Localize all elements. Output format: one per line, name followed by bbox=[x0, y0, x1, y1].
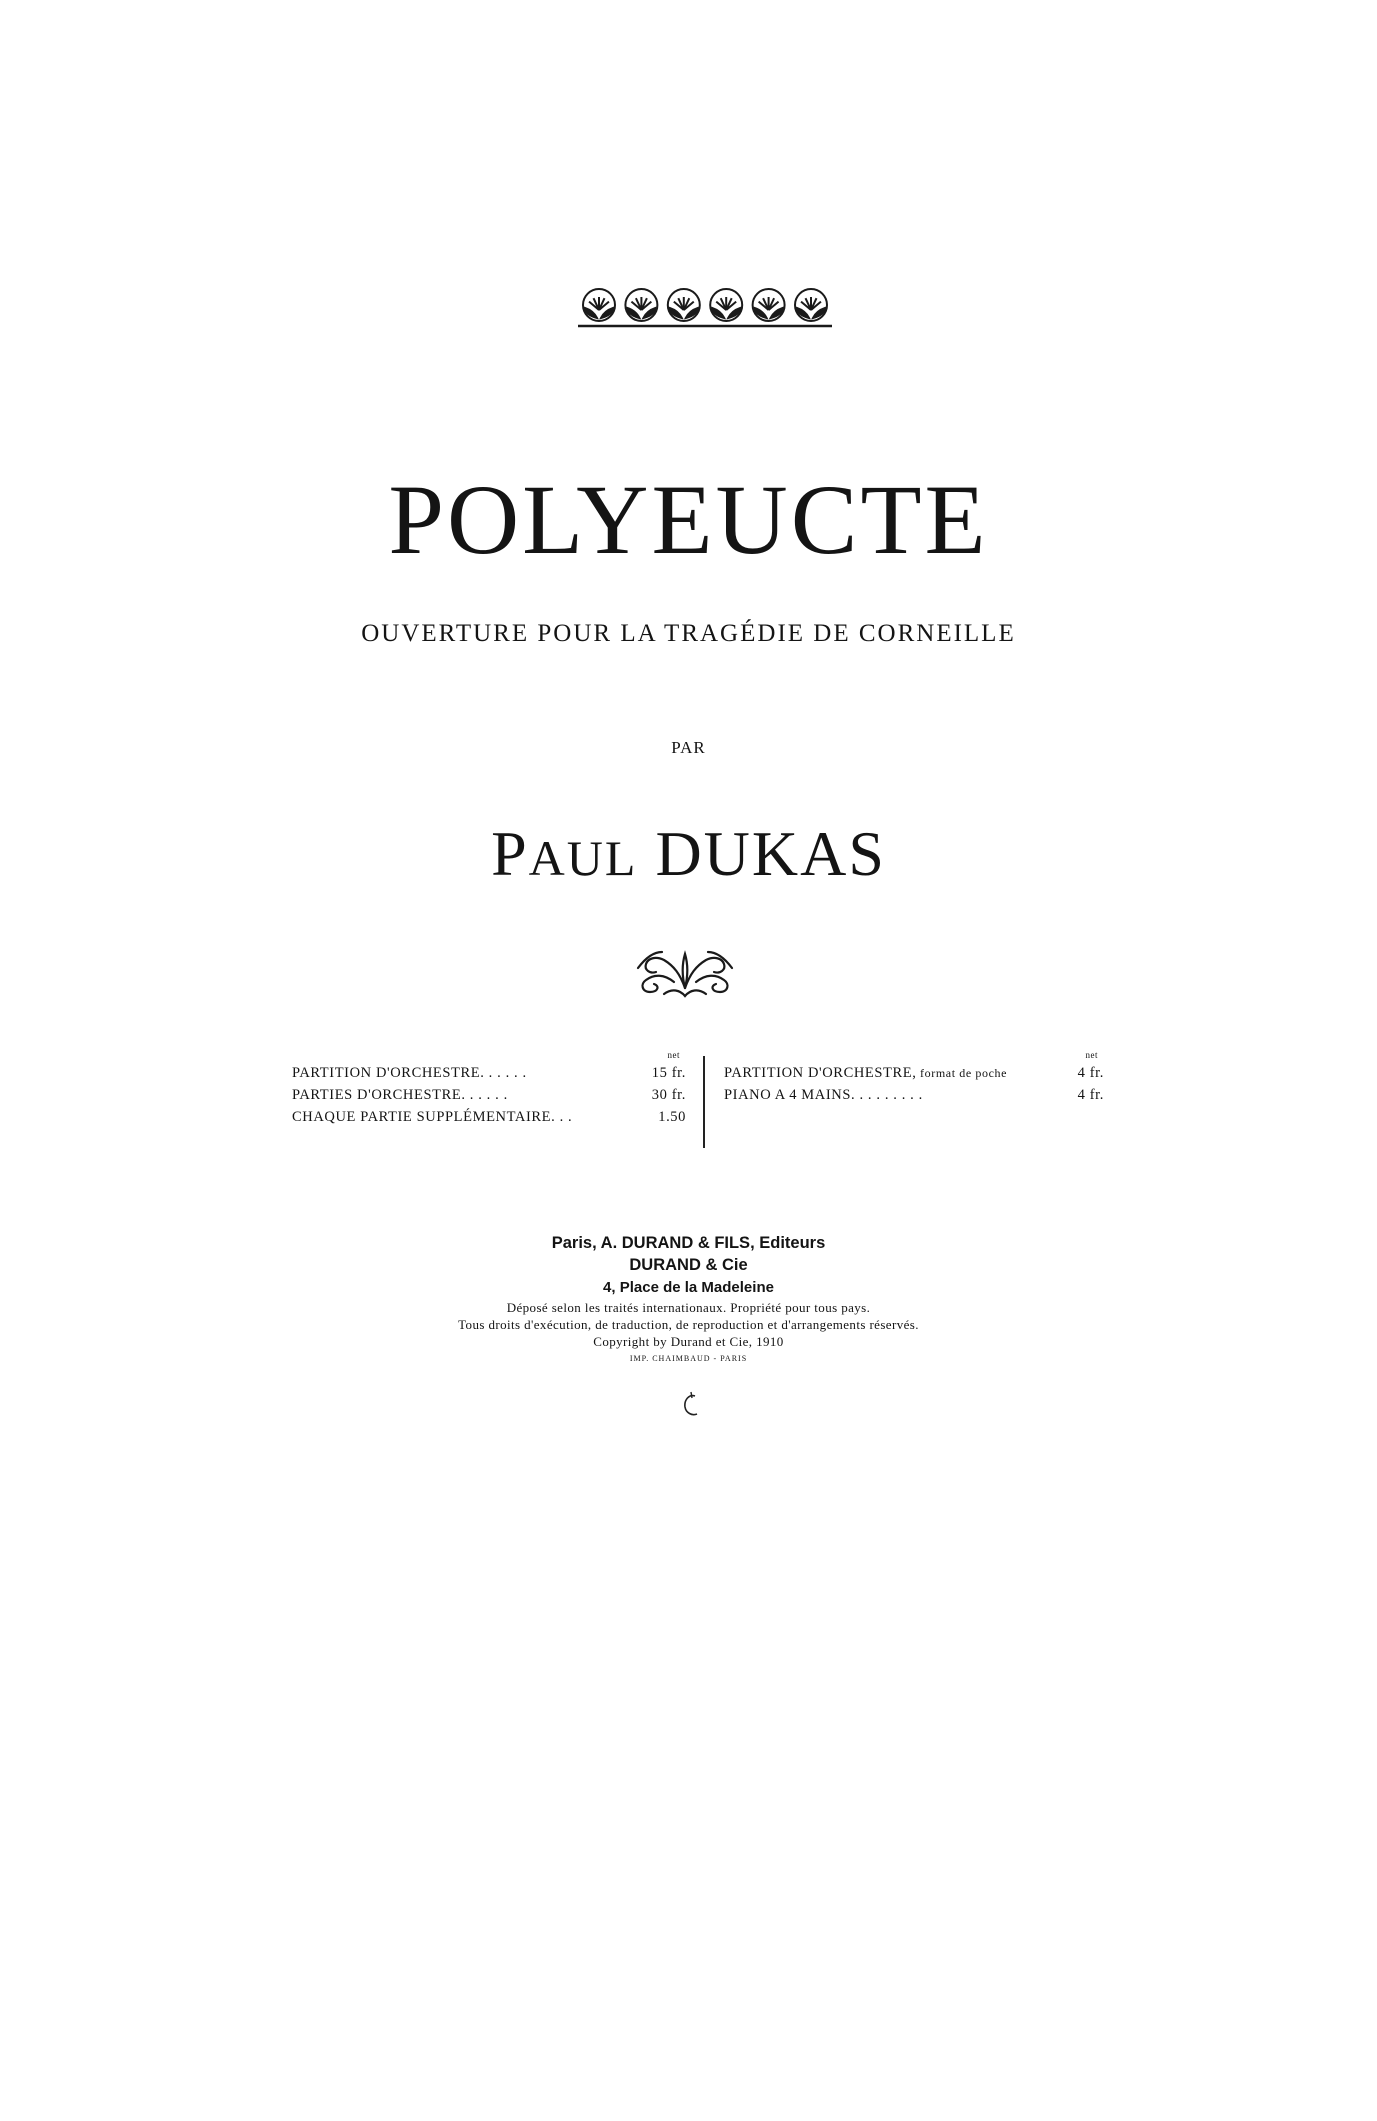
price-value: 15 fr. bbox=[651, 1065, 686, 1081]
fan-motif-icon bbox=[753, 289, 785, 321]
net-label: net bbox=[667, 1050, 680, 1060]
price-row bbox=[724, 1087, 1104, 1109]
price-value: 4 fr. bbox=[1077, 1065, 1104, 1081]
composer-last-name: DUKAS bbox=[655, 818, 886, 889]
fan-motif-icon bbox=[625, 289, 657, 321]
composer-first-rest: AUL bbox=[528, 830, 638, 886]
price-list-right bbox=[724, 1050, 1104, 1109]
price-row bbox=[292, 1065, 686, 1087]
by-label: PAR bbox=[671, 738, 706, 757]
fan-motif-icon bbox=[795, 289, 827, 321]
subtitle: OUVERTURE POUR LA TRAGÉDIE DE CORNEILLE bbox=[361, 620, 1016, 647]
publisher-company: DURAND & Cie bbox=[629, 1256, 748, 1274]
price-value: 30 fr. bbox=[651, 1087, 686, 1103]
price-label: PIANO A 4 MAINS. . . . . . . . . bbox=[724, 1087, 923, 1103]
price-row bbox=[724, 1065, 1104, 1087]
price-label: PARTITION D'ORCHESTRE, format de poche bbox=[724, 1065, 1008, 1081]
fan-ornament-icon bbox=[578, 286, 832, 328]
fan-motif-icon bbox=[710, 289, 742, 321]
fan-motif-icon bbox=[668, 289, 700, 321]
rights-notice: Tous droits d'exécution, de traduction, de reproduction et d'arrangements réservés. bbox=[458, 1317, 919, 1332]
price-row bbox=[292, 1087, 686, 1109]
price-value: 1.50 bbox=[658, 1109, 686, 1125]
legal-notice: Déposé selon les traités internationaux. Propriété pour tous pays. bbox=[506, 1300, 871, 1315]
page-title: POLYEUCTE bbox=[388, 464, 989, 575]
price-label: PARTIES D'ORCHESTRE. . . . . . bbox=[292, 1087, 508, 1103]
column-divider bbox=[703, 1056, 705, 1148]
price-value: 4 fr. bbox=[1077, 1087, 1104, 1103]
composer-name bbox=[0, 818, 1377, 889]
engraver-mark-icon bbox=[680, 1390, 702, 1420]
floral-vignette-icon bbox=[634, 944, 736, 1000]
publisher-address: 4, Place de la Madeleine bbox=[603, 1279, 774, 1296]
price-label: CHAQUE PARTIE SUPPLÉMENTAIRE. . . bbox=[292, 1109, 573, 1125]
publisher-name: Paris, A. DURAND & FILS, Editeurs bbox=[551, 1234, 826, 1252]
copyright-notice: Copyright by Durand et Cie, 1910 bbox=[593, 1334, 784, 1349]
price-label: PARTITION D'ORCHESTRE. . . . . . bbox=[292, 1065, 527, 1081]
price-list-left bbox=[292, 1050, 686, 1131]
net-label: net bbox=[1085, 1050, 1098, 1060]
composer-first-initial: P bbox=[491, 818, 529, 889]
price-row bbox=[292, 1109, 686, 1131]
fan-motif-icon bbox=[583, 289, 615, 321]
printer-imprint: IMP. CHAIMBAUD - PARIS bbox=[629, 1354, 748, 1363]
